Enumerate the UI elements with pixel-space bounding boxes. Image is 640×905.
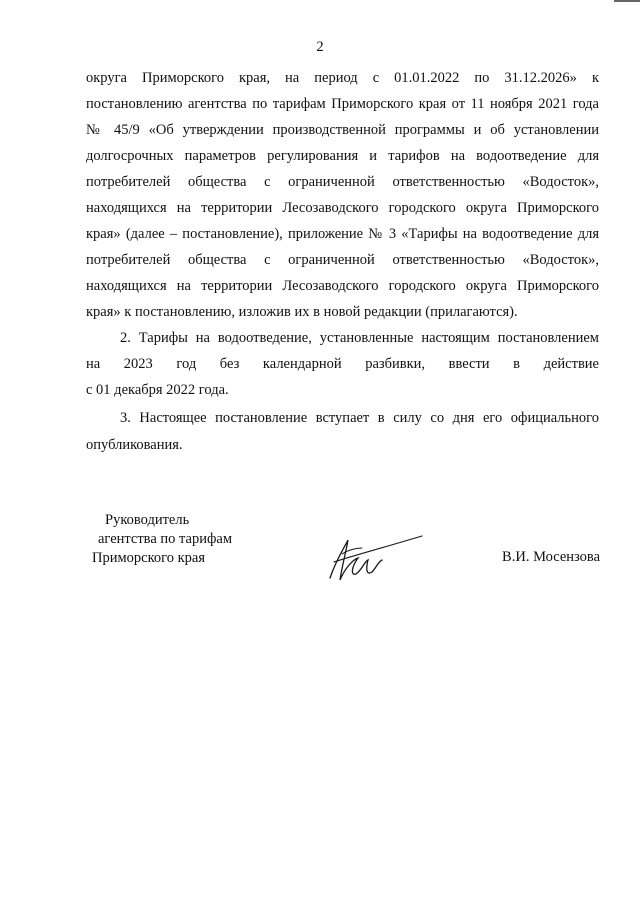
- body-line: потребителей общества с ограниченной ответственностью «Водосток»,: [86, 252, 599, 268]
- signatory-name: В.И. Мосензова: [502, 549, 600, 565]
- body-line: потребителей общества с ограниченной ответственностью «Водосток»,: [86, 174, 599, 190]
- signatory-title-line: Приморского края: [92, 550, 206, 566]
- page-number: 2: [316, 39, 324, 55]
- body-line: находящихся на территории Лесозаводского городского округа Приморского: [86, 278, 599, 294]
- body-line: 3. Настоящее постановление вступает в силу со дня его официального: [120, 410, 599, 426]
- signatory-title: [92, 511, 320, 568]
- scan-corner-mark: [614, 0, 640, 2]
- body-line: с 01 декабря 2022 года.: [86, 382, 229, 398]
- signatory-title-line: агентства по тарифам: [98, 531, 232, 547]
- signatory-title-line: Руководитель: [105, 512, 190, 528]
- body-line: 2. Тарифы на водоотведение, установленные настоящим постановлением: [120, 330, 599, 346]
- body-line: № 45/9 «Об утверждении производственной программы и об установлении: [86, 122, 599, 138]
- body-line: округа Приморского края, на период с 01.01.2022 по 31.12.2026» к: [86, 70, 599, 86]
- body-line: находящихся на территории Лесозаводского городского округа Приморского: [86, 200, 599, 216]
- body-line: края» (далее – постановление), приложение № 3 «Тарифы на водоотведение для: [86, 226, 599, 242]
- body-line: постановлению агентства по тарифам Приморского края от 11 ноября 2021 года: [86, 96, 599, 112]
- body-line: на 2023 год без календарной разбивки, ввести в действие: [86, 356, 599, 372]
- body-line: долгосрочных параметров регулирования и тарифов на водоотведение для: [86, 148, 599, 164]
- body-line: края» к постановлению, изложив их в новой редакции (прилагаются).: [86, 304, 518, 320]
- handwritten-signature: [322, 530, 430, 590]
- body-line: опубликования.: [86, 437, 183, 453]
